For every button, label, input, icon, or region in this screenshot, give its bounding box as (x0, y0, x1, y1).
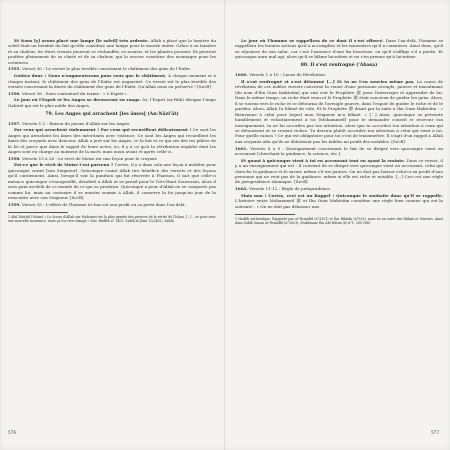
paragraph-text: Versets 1-2 : Raison du jurons d'Allah sur les Anges. (22, 120, 131, 126)
paragraph-text: Dans ce verset, il y a un enseignement qui est : Il convient de se diriger vers quiconque vient en accourant, celui qui cherche la guidance et le savoir, même s'il est pauvre. On ne doit pas laisser celui-ci au profit d'une personne qui ne veut pas de la guidance, même si elle est riche et notable. [...] Ceci est une règle de jurisprudence islamique. [Sa'dî] (235, 157, 443, 185)
right-page (235, 38, 443, 428)
verse-quote: Et Nous [y] avons placé une lampe [le soleil] très ardente. (14, 38, 150, 43)
note-number: 1595. (8, 66, 21, 72)
paragraph-text: Ce sont les Anges qui arrachent les âmes des mécréants avec violence. Ce sont les Anges qui recueillent les âmes des croyants avec douceur. Allah a juré sur les Anges, ce la fait et ce qui ses dès tes piliers de la foi et parce que dans le rappel de leurs actes, ici, il y a ce qu'à la rétribution englobe dont les Anges sont en charge au moment de la mort, mais aussi avant et après celle-ci. (8, 127, 216, 155)
numbered-note (8, 121, 216, 126)
note-number: 1596. (8, 90, 21, 96)
verse-commentary (235, 38, 443, 60)
book-spine (224, 0, 226, 450)
paragraph-text: Dans l'au-delà, l'homme se rappellera les bonnes actions qu'il a accomplies et les mauvaises qu'il a commises. Ainsi donc, qu'il se réjouisse de son salut, car c'est l'annonce d'une fin heureuse, ou qu'il s'afflige s'il a perdu. Et quiconque aura mal agi, alors qu'il se blâme lui-même et ne s'en prenne qu'à lui-même. (235, 38, 443, 60)
page-number-left: 576 (8, 430, 16, 435)
footnote: 1 Hadîth authentique. Rapporté par at-Tirmidhî (n°3331) et Ibn Hibbân (n°535), mais ici en outre des Hâkim et d'autres. Ainsi dans Sahîh Sunan at-Tirmidhî (n°2651), Mukhtasar Ibn Abî Hâtim (6/ n°1, 285-286). (235, 217, 443, 226)
numbered-note (8, 66, 216, 71)
footnote-rule (235, 214, 295, 215)
verse-commentary (8, 97, 216, 108)
numbered-note (8, 156, 216, 161)
paragraph-text: Versets 11-12 : Règle de jurisprudence. (249, 186, 332, 192)
paragraph-text: Ici, l'Esprit (ar-Rûh) désigne l'Ange Gabriel qui est le plus noble des Anges. (8, 97, 216, 108)
verse-quote: Le jour où l'homme se rappellera de ce dont il s'est efforcé. (241, 38, 384, 43)
page-number-right: 577 (431, 430, 439, 435)
paragraph-text: Verset 30 : Le verset le plus terrible concernant le châtiment des gens de l'Enfer. (22, 66, 191, 72)
left-page-body (8, 38, 216, 207)
numbered-note (235, 72, 443, 77)
verse-commentary (8, 38, 216, 65)
note-number: 1598. (8, 155, 21, 161)
note-number: 1601. (235, 145, 248, 151)
right-footnotes (235, 217, 443, 225)
verse-quote: Goûtez donc ! Nous n'augmenterons pour vous que le châtiment. (14, 73, 167, 79)
paragraph-text: La cause de révélation de ces nobles versets concerne la venue d'une personne aveugle, pauvre et musulmane (du nom d'Ibn Oum Maktoûm) qui vint voir le Prophète ﷺ pour l'interroger et apprendre de lui. Dans le même temps, un riche était venu et le Prophète ﷺ était soucieux de guider les gens. Alors, il se tourna vers le riche et se détourna de l'aveugle pauvre, dans l'espoir de guider le riche et de le purifier. Alors, Allah l'a blâmé de cela. Et le Prophète ﷺ disait par la suite à Ibn Oum Maktoûm : « Bienvenue à celui pour lequel mon Seigneur m'a blâmé. » [...] Ainsi, quiconque se présente humblement et volontairement à toi [Mohammed] pour te demander conseil et recevoir ton enseignement, tu ne lui accordes pas ton attention, alors que tu accordes ton attention à ceux qui se détournent et se croient riches. Tu devrais plutôt accorder ton attention à celui qui vient à toi. Pour quelle raison ? Ce qui est obligatoire pour toi c'est de transmettre. Il s'agit d'un rappel à Allah aux croyants afin qu'ils ne délaissent pas les faibles au profit des notables. [Sa'dî] (235, 78, 443, 144)
paragraph-text: Verset 38 : Sens contextuel du terme : « L'Esprit » (22, 90, 128, 96)
note-number: 1599. (8, 201, 21, 207)
left-footnotes (8, 215, 216, 223)
verse-commentary (8, 127, 216, 154)
right-page-body (235, 38, 443, 209)
paragraph-text: Versets 8 à 9 : Enseignement concernant le fait de se diriger vers quiconque vient en accourant [cherchant la guidance, la science, etc.]. (235, 145, 443, 157)
verse-commentary (8, 73, 216, 89)
paragraph-text: Allah a placé que la lumière du soleil était un bienfait du fait qu'elle constitue une lampe pour le monde entier. Grâce à sa lumière et sa chaleur, les êtres vivants peuvent se réchauffer, se nourrir, et les plantes pousser. Ils peuvent profiter pleinement de sa clarté et de sa chaleur, qui la encore constitue des avantages pour les créatures. (8, 38, 216, 65)
note-number: 1600. (235, 72, 248, 78)
section-heading: 79. Les Anges qui arrachent [les âmes] (An-Nâzi'ât) (45, 111, 179, 117)
paragraph-text: À chaque moment et à chaque instant, le châtiment des gens de l'Enfer est augmenté. Ce verset est le plus terrible des versets concernant la durée du châtiment des gens de l'Enfer. Qu'Allah nous en préserve ! [Sa'dî] (8, 73, 216, 89)
paragraph-text: Versets 15 à 26 : Le récit de Moïse est une leçon pour le croyant. (22, 155, 158, 161)
paragraph-text: Versets 1 à 10 : Cause de Révélation. (249, 72, 327, 78)
numbered-note (8, 202, 216, 207)
section-heading: 80. Il s'est renfrogné ('Abasa) (300, 63, 378, 69)
numbered-note (235, 186, 443, 191)
verse-quote: Est-ce que le récit de Moïse t'est parvenu ? (14, 162, 114, 168)
paragraph-text: Certes, il y a dans cela une leçon à méditer pour quiconque craint [son Seigneur]. Quiconque craint Allah tire bénéfice des versets et des leçons qu'Il contiennent. Ainsi, lorsqu'il voit la punition qui fut réservée à Pharaon, il sait que celle-ci menace quiconque s'enorgueillit, désobéit à Allah et se prend pour le Très-Haut Souverain, alors il sera puni au-delà de ce monde de ce qui se produira. Quiconque a peur d'Allah ne se comporte pas comme lui, mais au contraire il se montre soumis à Allah, il conserve la foi jusqu'au jour de la rencontre avec son Seigneur. [Sa'dî] (8, 162, 216, 201)
verse-quote: Mais non ! Certes, ceci est un Rappel ! Quiconque le souhaite donc qu'il se rappelle. (241, 192, 443, 198)
footnote-rule (8, 212, 68, 213)
verse-commentary (8, 162, 216, 200)
verse-quote: Il s'est renfrogné et s'est détourné [...] Et tu ne t'en soucies même pas. (241, 78, 415, 84)
note-number: 1597. (8, 120, 21, 126)
left-page (8, 38, 216, 428)
verse-commentary (235, 79, 443, 144)
verse-commentary (235, 158, 443, 185)
paragraph-text: Verset 35 : L'effort de l'homme ici-bas est son profit ou sa perte dans l'au-delà. (22, 201, 186, 207)
verse-quote: Par ceux qui arrachent violemment ! Par ceux qui recueillent délicatement ! (14, 127, 192, 133)
numbered-note (235, 146, 443, 157)
paragraph-text: L'histoire entre Mohammed ﷺ et Ibn Oum Maktoûm constitue une règle bien connue qui est la suivante : « On ne doit pas délaisser une (235, 198, 443, 209)
verse-commentary (235, 193, 443, 209)
verse-quote: Le jour où l'Esprit et les Anges se dresseront en rangs. (14, 97, 141, 103)
numbered-note (8, 91, 216, 96)
footnote: 1 Abû Dâwûd ('Islam) « Le Sceau d'Allah sur Mahomet est la plus grande des preuves de la vérité de l'Islam. [...] ...se pose avec une nouvelle assurance, mais ça n'a rien changé.» Voir, Hadîth n° 1401, Sahîh al-Jâmi' (1/2455), Sahîh. (8, 215, 216, 224)
verse-quote: Et quant à quiconque vient à toi en accourant tout en ayant la crainte. (241, 157, 406, 163)
note-number: 1602. (235, 186, 248, 192)
